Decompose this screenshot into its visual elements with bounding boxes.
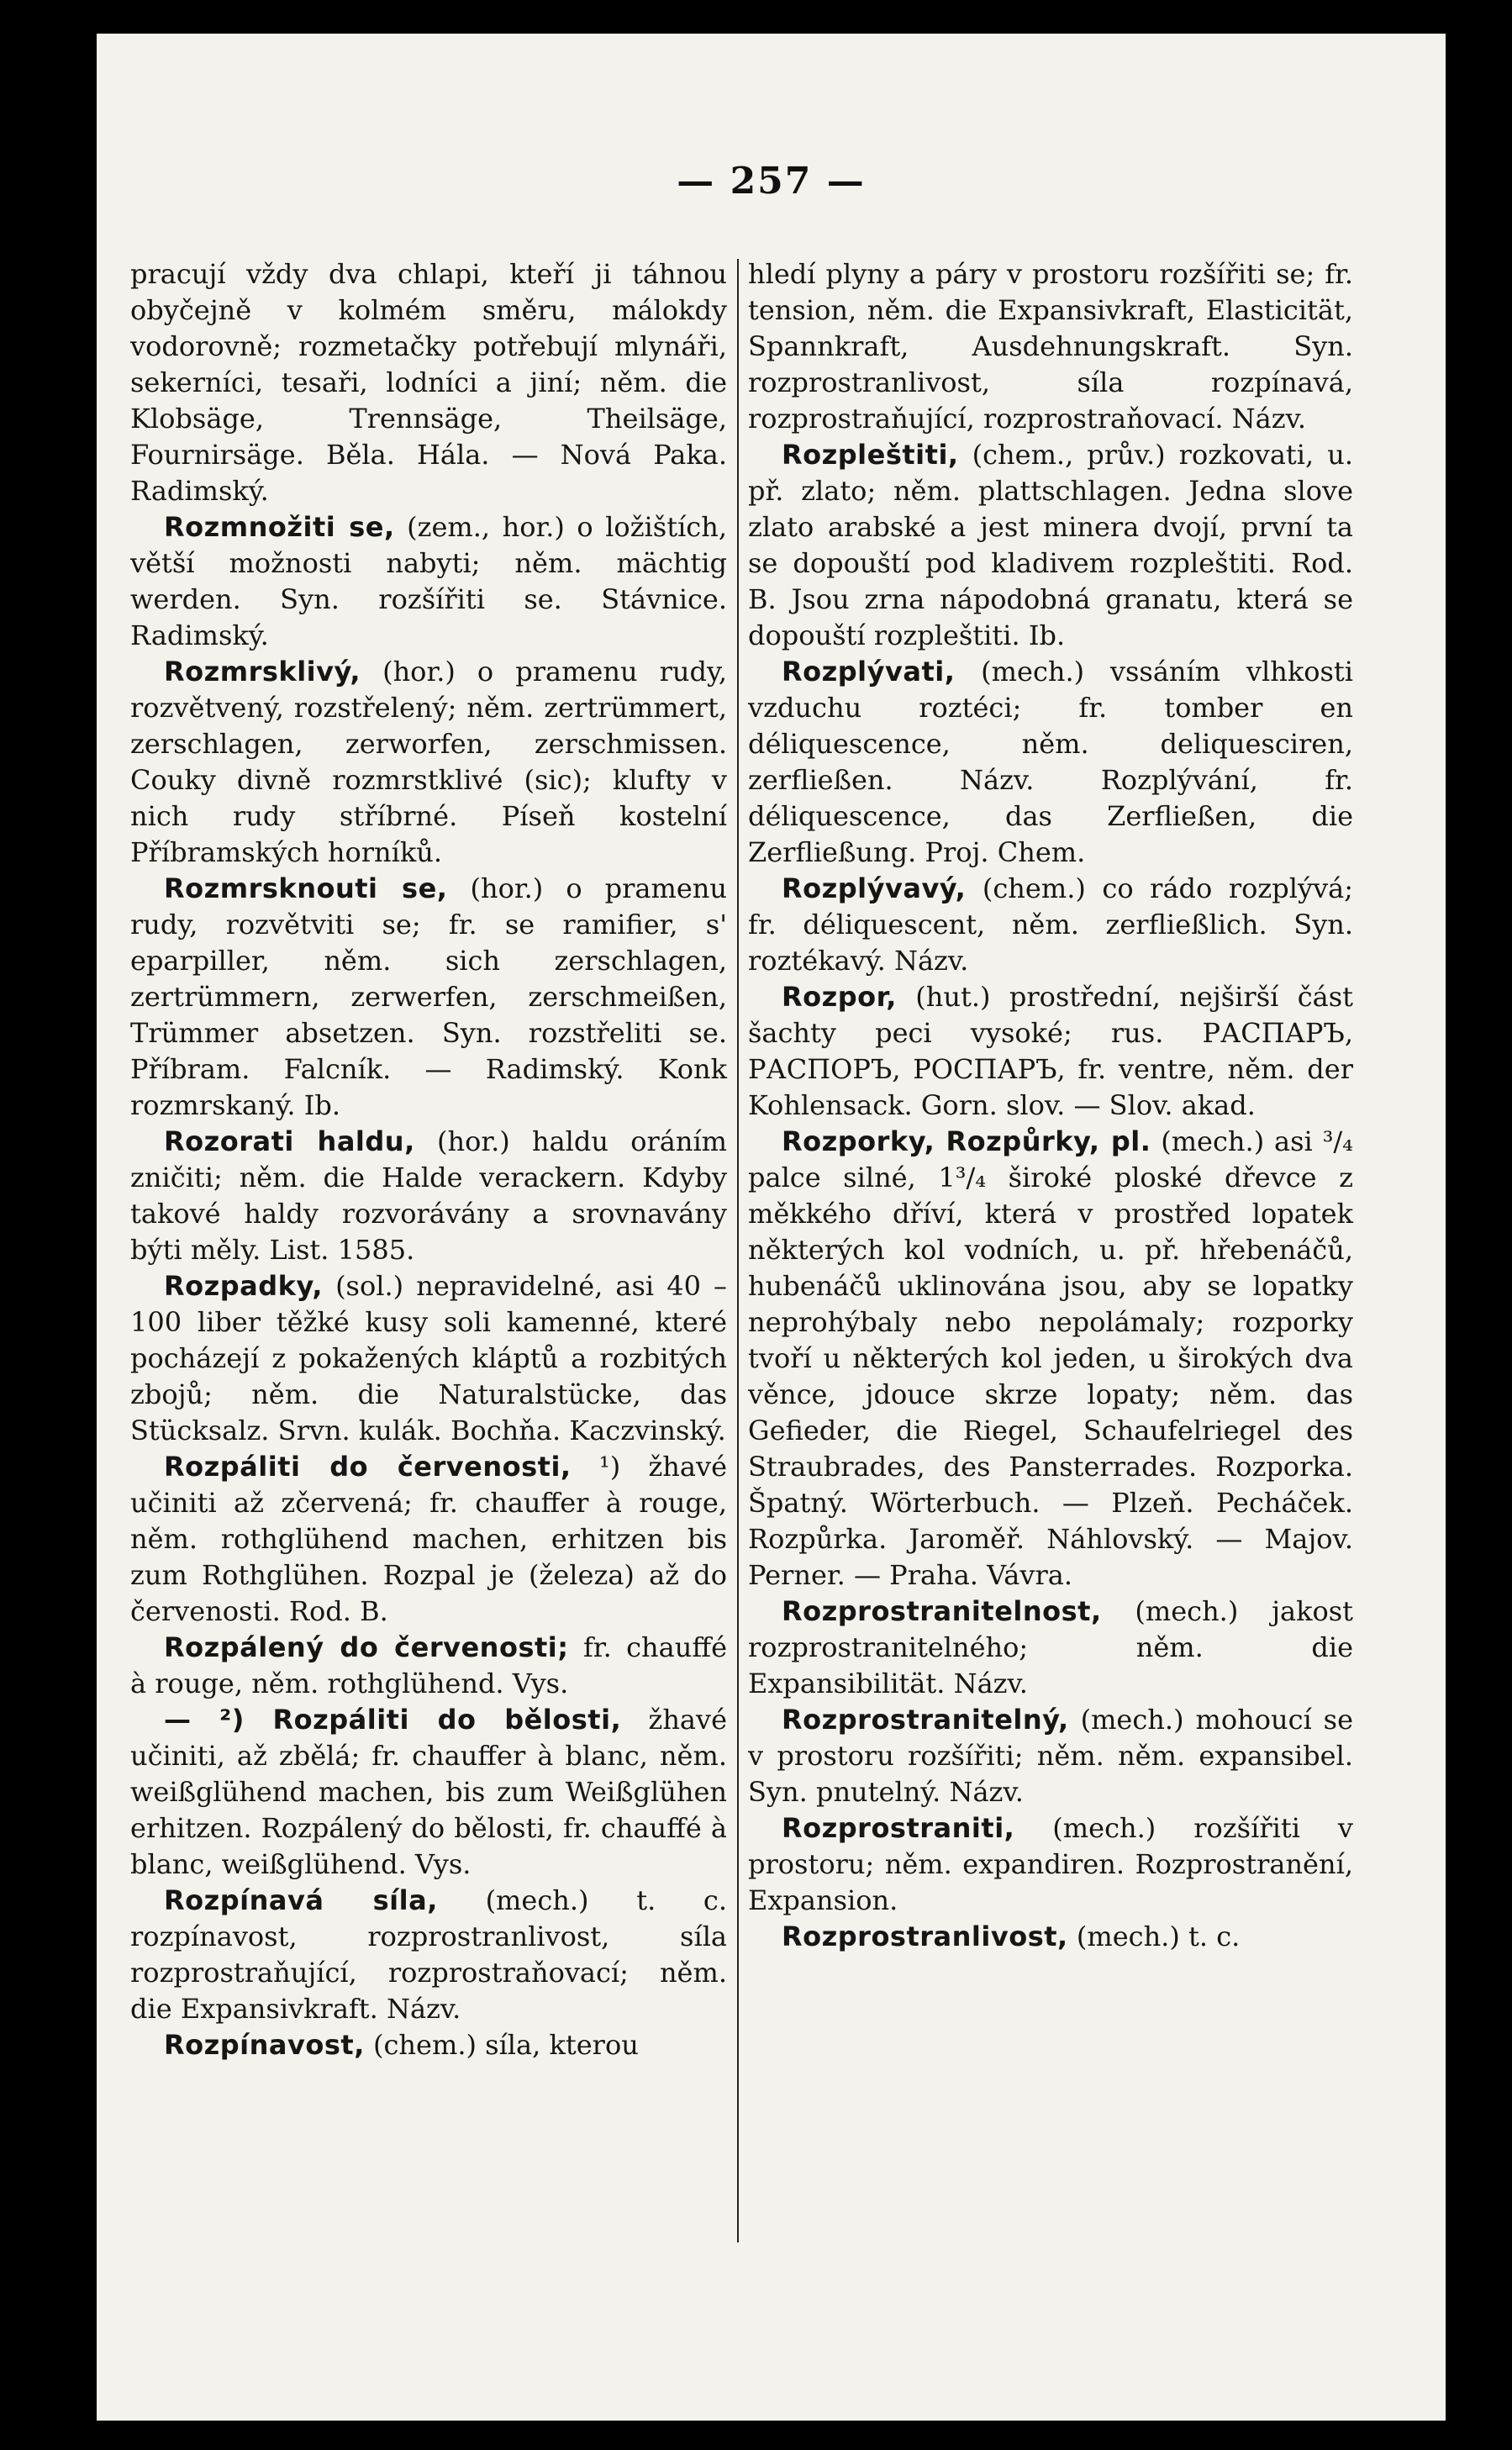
- dictionary-entry: [130, 1883, 727, 2027]
- dictionary-entry: [748, 654, 1353, 871]
- entry-headword: Rozpáliti do červenosti,: [164, 1451, 572, 1483]
- entry-text: (mech.) t. c. rozpínavost, rozprostranlivost, síla rozprostraňující, rozprostraňovací; něm. die Expansivkraft. Názv.: [130, 1884, 728, 2025]
- entry-text: (chem., prův.) rozkovati, u. př. zlato; něm. plattschlagen. Jedna slove zlato arabské a jest minera dvojí, první ta se dopouští pod kladivem rozpleštiti. Rod. B. Jsou zrna nápodobná granatu, která se dopouští rozpleštiti. Ib.: [748, 439, 1353, 651]
- entry-headword: Rozpleštiti,: [782, 439, 959, 471]
- entry-text: žhavé učiniti, až zbělá; fr. chauffer à blanc, něm. weißglühend machen, bis zum Weißglühen erhitzen. Rozpálený do bělosti, fr. chauffé à blanc, weißglühend. Vys.: [130, 1704, 728, 1880]
- entry-headword: Rozmrsknouti se,: [164, 872, 448, 904]
- page-number: — 257 —: [677, 160, 866, 203]
- entry-text: (chem.) síla, kterou: [373, 2029, 639, 2061]
- entry-text: (mech.) rozšířiti v prostoru; něm. expandiren. Rozprostranění, Expansion.: [748, 1812, 1353, 1916]
- entry-text: (sol.) nepravidelné, asi 40 – 100 liber těžké kusy soli kamenné, které pocházejí z pokažených kláptů a rozbitých zbojů; něm. die Naturalstücke, das Stücksalz. Srvn. kulák. Bochňa. Kaczvinský.: [130, 1270, 728, 1446]
- entry-headword: Rozplývavý,: [782, 872, 967, 904]
- dictionary-entry: [748, 1594, 1353, 1702]
- entry-headword: Rozpor,: [782, 981, 897, 1013]
- dictionary-entry: [130, 1630, 727, 1702]
- entry-text: (mech.) vssáním vlhkosti vzduchu roztéci; fr. tomber en déliquescence, něm. deliquesciren, zerfließen. Názv. Rozplývání, fr. déliquescence, das Zerfließen, die Zerfließung. Proj. Chem.: [748, 656, 1354, 868]
- dictionary-entry: [748, 979, 1353, 1124]
- dictionary-entry: [130, 2027, 727, 2063]
- dictionary-entry: [130, 1268, 727, 1449]
- dictionary-entry: [130, 654, 727, 871]
- entry-headword: Rozporky, Rozpůrky, pl.: [782, 1125, 1151, 1157]
- column-divider: [737, 259, 739, 2242]
- entry-text: (zem., hor.) o ložištích, větší možnosti nabyti; něm. mächtig werden. Syn. rozšířiti se. Stávnice. Radimský.: [130, 511, 728, 651]
- entry-text: (mech.) t. c.: [1076, 1920, 1241, 1952]
- entry-text: (mech.) mohoucí se v prostoru rozšířiti; něm. něm. expansibel. Syn. pnutelný. Názv.: [748, 1704, 1353, 1808]
- entry-text: (hor.) o pramenu rudy, rozvětviti se; fr. se ramifier, s' eparpiller, něm. sich zerschlagen, zertrümmern, zerwerfen, zerschmeißen, Trümmer absetzen. Syn. rozstřeliti se. Příbram. Falcník. — Radimský. Konk rozmrskaný. Ib.: [130, 872, 727, 1121]
- dictionary-entry: [748, 871, 1353, 979]
- entry-headword: — ²) Rozpáliti do bělosti,: [164, 1704, 622, 1736]
- dictionary-entry: [748, 256, 1353, 437]
- entry-headword: Rozpínavá síla,: [164, 1884, 438, 1916]
- entry-headword: Rozprostranitelný,: [782, 1704, 1069, 1736]
- entry-text: fr. chauffé à rouge, něm. rothglühend. Vys.: [130, 1631, 728, 1699]
- dictionary-entry: [748, 437, 1353, 654]
- book-page: [97, 34, 1446, 2421]
- entry-headword: Rozorati haldu,: [164, 1125, 415, 1157]
- entry-text: (chem.) co rádo rozplývá; fr. déliquescent, něm. zerfließlich. Syn. roztékavý. Názv.: [748, 872, 1353, 977]
- dictionary-entry: [130, 256, 727, 509]
- entry-headword: Rozprostranitelnost,: [782, 1595, 1102, 1627]
- right-column: [748, 256, 1353, 1955]
- entry-text: (hor.) o pramenu rudy, rozvětvený, rozstřelený; něm. zertrümmert, zerschlagen, zerworfen, zerschmissen. Couky divně rozmrstklivé (sic); klufty v nich rudy stříbrné. Píseň kostelní Příbramských horníků.: [130, 656, 728, 868]
- entry-text: hledí plyny a páry v prostoru rozšířiti se; fr. tension, něm. die Expansivkraft, Elasticität, Spannkraft, Ausdehnungskraft. Syn. rozprostranlivost, síla rozpínavá, rozprostraňující, rozprostraňovací. Názv.: [748, 258, 1353, 435]
- dictionary-entry: [130, 1702, 727, 1883]
- dictionary-entry: [130, 509, 727, 654]
- entry-headword: Rozpálený do červenosti;: [164, 1631, 569, 1663]
- dictionary-entry: [130, 871, 727, 1124]
- dictionary-entry: [748, 1702, 1353, 1810]
- entry-text: (hor.) haldu oráním zničiti; něm. die Halde verackern. Kdyby takové haldy rozvorávány a srovnavány býti měly. List. 1585.: [130, 1125, 728, 1266]
- entry-headword: Rozmrsklivý,: [164, 656, 361, 688]
- entry-headword: Rozpínavost,: [164, 2029, 365, 2061]
- entry-headword: Rozprostraniti,: [782, 1812, 1015, 1844]
- entry-text: ¹) žhavé učiniti až zčervená; fr. chauffer à rouge, něm. rothglühend machen, erhitzen bis zum Rothglühen. Rozpal je (železa) až do červenosti. Rod. B.: [130, 1451, 728, 1627]
- entry-headword: Rozmnožiti se,: [164, 511, 395, 543]
- entry-text: (mech.) asi ³/₄ palce silné, 1³/₄ široké ploské dřevce z měkkého dříví, která v prostřed lopatek některých kol vodních, u. př. hřebenáčů, hubenáčů uklinována jsou, aby se lopatky neprohýbaly nebo nepolámaly; rozporky tvoří u některých kol jeden, u širokých dva věnce, jdouce skrze lopaty; něm. das Gefieder, die Riegel, Schaufelriegel des Straubrades, des Pansterrades. Rozporka. Špatný. Wörterbuch. — Plzeň. Pecháček. Rozpůrka. Jaroměř. Náhlovský. — Majov. Perner. — Praha. Vávra.: [748, 1125, 1353, 1591]
- dictionary-entry: [130, 1449, 727, 1630]
- entry-text: pracují vždy dva chlapi, kteří ji táhnou obyčejně v kolmém směru, málokdy vodorovně; rozmetačky potřebují mlynáři, sekerníci, tesaři, lodníci a jiní; něm. die Klobsäge, Trennsäge, Theilsäge, Fournirsäge. Běla. Hála. — Nová Paka. Radimský.: [130, 258, 727, 507]
- entry-headword: Rozprostranlivost,: [782, 1920, 1068, 1952]
- entry-headword: Rozpadky,: [164, 1270, 323, 1302]
- entry-text: (hut.) prostřední, nejširší část šachty peci vysoké; rus. РАСПАРЪ, РАСПОРЪ, РОСПАРЪ, fr. ventre, něm. der Kohlensack. Gorn. slov. — Slov. akad.: [748, 981, 1354, 1121]
- entry-headword: Rozplývati,: [782, 656, 956, 688]
- left-column: [130, 256, 727, 2063]
- dictionary-entry: [748, 1919, 1353, 1955]
- entry-text: (mech.) jakost rozprostranitelného; něm. die Expansibilität. Názv.: [748, 1595, 1354, 1699]
- dictionary-entry: [748, 1810, 1353, 1919]
- dictionary-entry: [748, 1124, 1353, 1594]
- dictionary-entry: [130, 1124, 727, 1268]
